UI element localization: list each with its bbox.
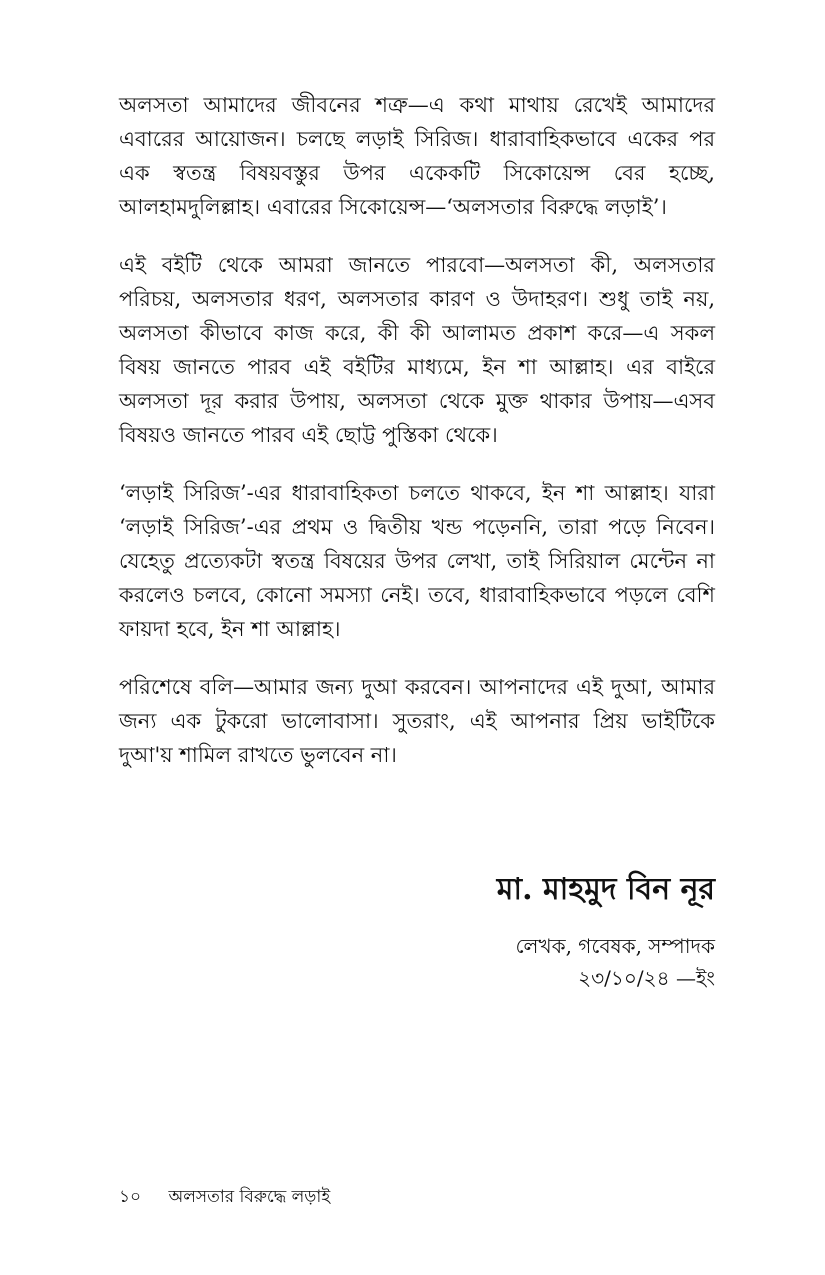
- author-name: মা. মাহমুদ বিন নূর: [496, 872, 715, 907]
- preface-paragraph: এই বইটি থেকে আমরা জানতে পারবো—অলসতা কী, অলসতার পরিচয়, অলসতার ধরণ, অলসতার কারণ ও উদাহরণ। শুধু তাই নয়, অলসতা কীভাবে কাজ করে, কী কী আলামত প্রকাশ করে—এ সকল বিষয় জানতে পারব এই বইটির মাধ্যমে, ইন শা আল্লাহ। এর বাইরে অলসতা দূর করার উপায়, অলসতা থেকে মুক্ত থাকার উপায়—এসব বিষয়ও জানতে পারব এই ছোট্ট পুস্তিকা থেকে।: [119, 253, 715, 447]
- signature-date: ২৩/১০/২৪ —ইং: [578, 966, 715, 990]
- author-role: লেখক, গবেষক, সম্পাদক: [515, 934, 715, 958]
- running-book-title: অলসতার বিরুদ্ধে লড়াই: [168, 1187, 331, 1207]
- author-signature-block: [497, 868, 715, 994]
- page-footer: [119, 1184, 330, 1210]
- preface-paragraph: ‘লড়াই সিরিজ’-এর ধারাবাহিকতা চলতে থাকবে, ইন শা আল্লাহ। যারা ‘লড়াই সিরিজ’-এর প্রথম ও দ্বিতীয় খন্ড পড়েননি, তারা পড়ে নিবেন। যেহেতু প্রত্যেকটা স্বতন্ত্র বিষয়ের উপর লেখা, তাই সিরিয়াল মেন্টেন না করলেও চলবে, কোনো সমস্যা নেই। তবে, ধারাবাহিকভাবে পড়লে বেশি ফায়দা হবে, ইন শা আল্লাহ।: [119, 481, 715, 641]
- preface-body: [119, 88, 715, 772]
- preface-paragraph: পরিশেষে বলি—আমার জন্য দুআ করবেন। আপনাদের এই দুআ, আমার জন্য এক টুকরো ভালোবাসা। সুতরাং, এই আপনার প্রিয় ভাইটিকে দুআ'য় শামিল রাখতে ভুলবেন না।: [119, 675, 715, 767]
- preface-paragraph: অলসতা আমাদের জীবনের শত্রু—এ কথা মাথায় রেখেই আমাদের এবারের আয়োজন। চলছে লড়াই সিরিজ। ধারাবাহিকভাবে একের পর এক স্বতন্ত্র বিষয়বস্তুর উপর একেকটি সিকোয়েন্স বের হচ্ছে, আলহামদুলিল্লাহ। এবারের সিকোয়েন্স—‘অলসতার বিরুদ্ধে লড়াই’।: [119, 93, 715, 219]
- page-number: ১০: [119, 1187, 142, 1207]
